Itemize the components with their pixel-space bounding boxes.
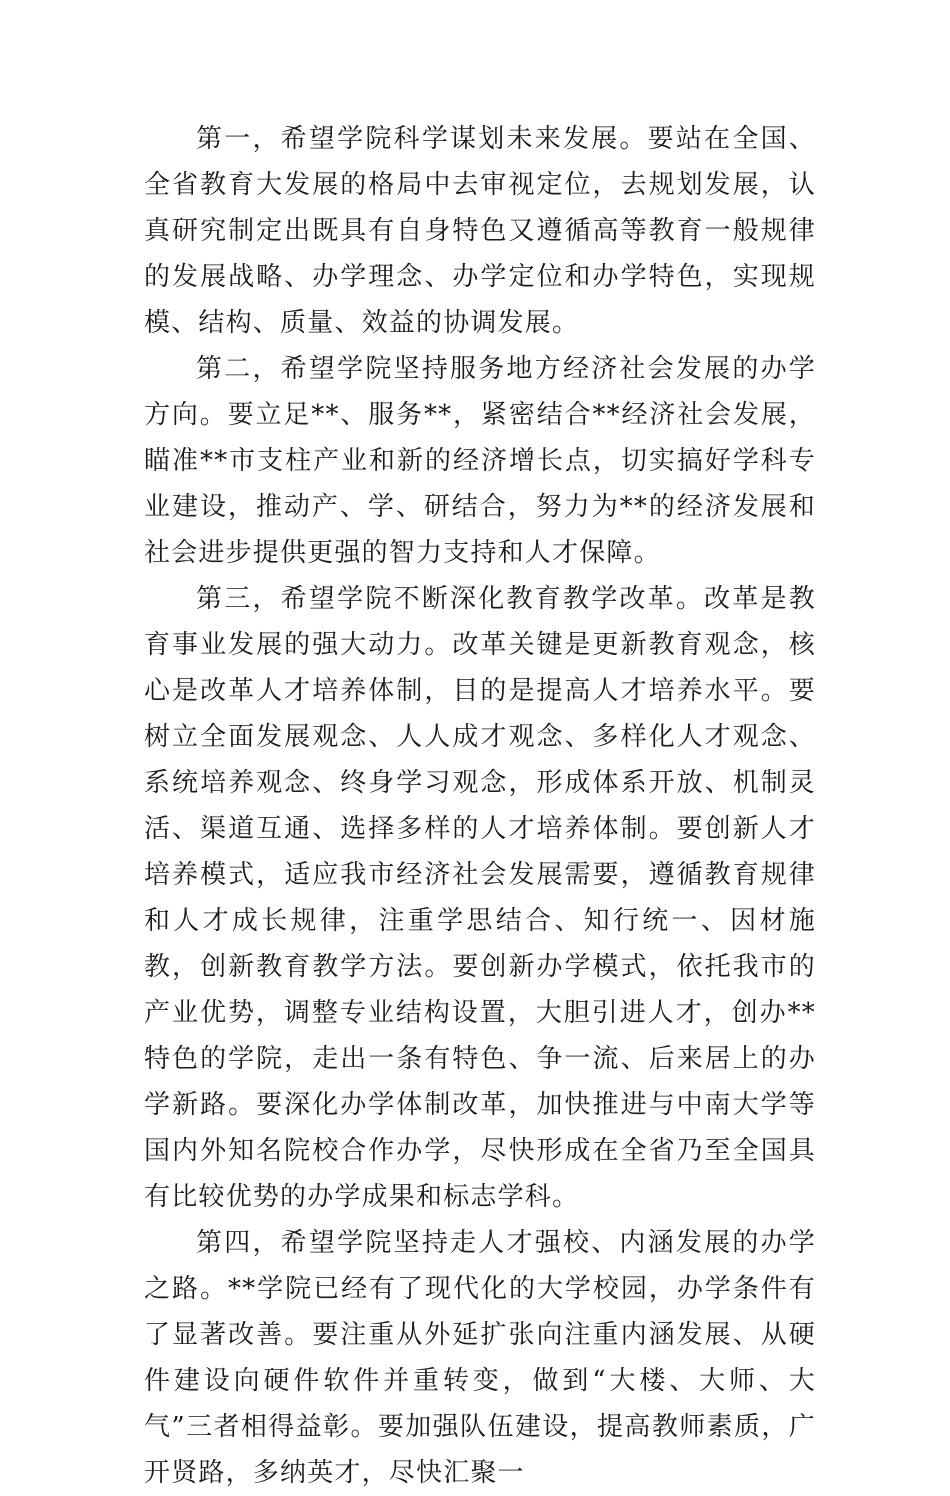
paragraph-2: 第二，希望学院坚持服务地方经济社会发展的办学方向。要立足**、服务**，紧密结合**经济社会发展，瞄准**市支柱产业和新的经济增长点，切实搞好学科专业建设，推动产、学、研结合，努力为**的经济发展和社会进步提供更强的智力支持和人才保障。 — [144, 354, 816, 568]
paragraph-4: 第四，希望学院坚持走人才强校、内涵发展的办学之路。**学院已经有了现代化的大学校园，办学条件有了显著改善。要注重从外延扩张向注重内涵发展、从硬件建设向硬件软件并重转变，做到“大楼、大师、大气”三者相得益彰。要加强队伍建设，提高教师素质，广开贤路，多纳英才，尽快汇聚一 — [144, 1228, 816, 1488]
paragraph-3: 第三，希望学院不断深化教育教学改革。改革是教育事业发展的强大动力。改革关键是更新教育观念，核心是改革人才培养体制，目的是提高人才培养水平。要树立全面发展观念、人人成才观念、多样化人才观念、系统培养观念、终身学习观念，形成体系开放、机制灵活、渠道互通、选择多样的人才培养体制。要创新人才培养模式，适应我市经济社会发展需要，遵循教育规律和人才成长规律，注重学思结合、知行统一、因材施教，创新教育教学方法。要创新办学模式，依托我市的产业优势，调整专业结构设置，大胆引进人才，创办**特色的学院，走出一条有特色、争一流、后来居上的办学新路。要深化办学体制改革，加快推进与中南大学等国内外知名院校合作办学，尽快形成在全省乃至全国具有比较优势的办学成果和标志学科。 — [144, 584, 816, 1212]
paragraph-1: 第一，希望学院科学谋划未来发展。要站在全国、全省教育大发展的格局中去审视定位，去规划发展，认真研究制定出既具有自身特色又遵循高等教育一般规律的发展战略、办学理念、办学定位和办学特色，实现规模、结构、质量、效益的协调发展。 — [144, 124, 816, 338]
document-body — [144, 116, 816, 1496]
